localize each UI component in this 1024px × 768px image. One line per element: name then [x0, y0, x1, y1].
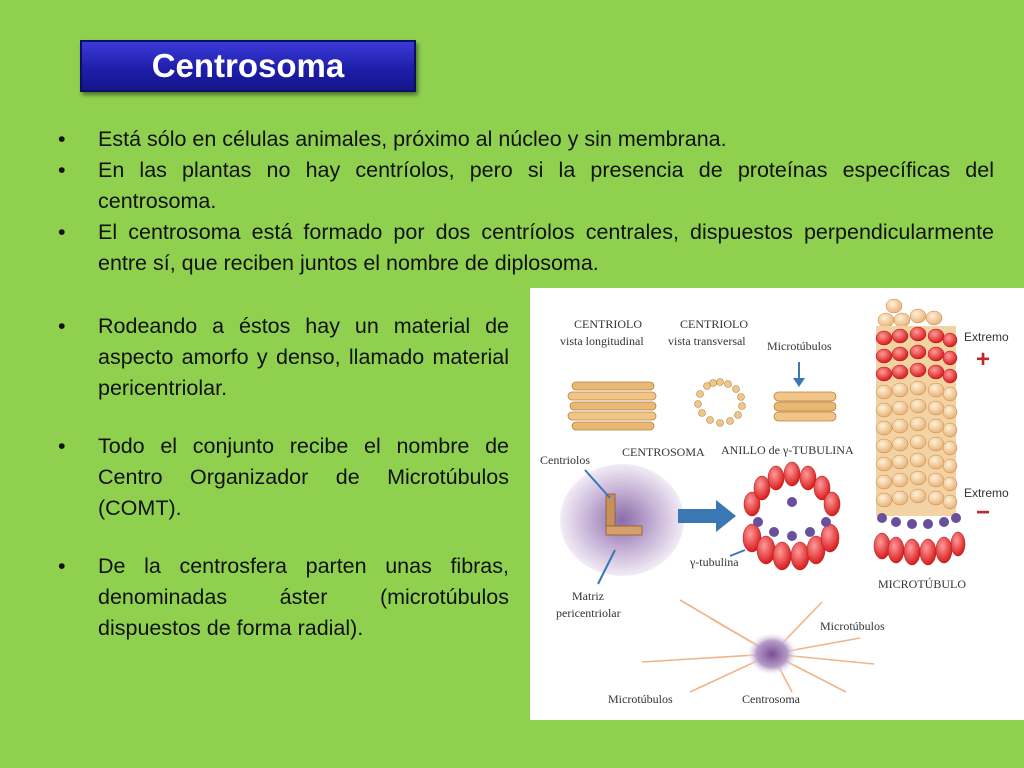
top-bullet-list: [58, 124, 994, 279]
microtubule-bundle: [774, 362, 836, 421]
label-microtubulo: MICROTÚBULO: [878, 577, 967, 591]
label-microtubulos-right: Microtúbulos: [820, 619, 885, 633]
label-pericentriolar: pericentriolar: [556, 606, 621, 620]
gamma-tubulin-ring: [730, 462, 840, 570]
arrow-right-icon: [678, 500, 736, 532]
centriole-transversal: [695, 379, 746, 427]
plus-sign: +: [976, 346, 991, 373]
centrosome-diagram-svg: [530, 288, 1024, 720]
label-vista-longitudinal: vista longitudinal: [560, 334, 644, 348]
label-microtubulos-bottom: Microtúbulos: [608, 692, 673, 706]
label-centriolos: Centriolos: [540, 453, 590, 467]
label-matriz: Matriz: [572, 589, 604, 603]
label-anillo-gamma: ANILLO de γ-TUBULINA: [721, 443, 854, 457]
bullet-item: • El centrosoma está formado por dos centríolos centrales, dispuestos perpendicularmente entre sí, que reciben juntos el nombre de diplosoma.: [58, 217, 994, 279]
centriole-longitudinal: [568, 382, 656, 430]
label-microtubulos-top: Microtúbulos: [767, 339, 832, 353]
label-extremo-minus: Extremo: [964, 486, 1009, 500]
label-gamma-tubulina: γ-tubulina: [690, 555, 739, 569]
label-centriolo-long: CENTRIOLO: [574, 317, 642, 331]
bullet-item: • De la centrosfera parten unas fibras, denominadas áster (microtúbulos dispuestos de forma radial).: [58, 551, 509, 644]
slide-title: Centrosoma: [80, 40, 416, 92]
microtubule-column: [874, 299, 965, 565]
left-bullet-list: [58, 311, 509, 671]
label-vista-transversal: vista transversal: [668, 334, 746, 348]
centrosome-diagram: [530, 288, 1024, 720]
label-centriolo-trans: CENTRIOLO: [680, 317, 748, 331]
label-extremo-plus: Extremo: [964, 330, 1009, 344]
bullet-item: • Todo el conjunto recibe el nombre de Centro Organizador de Microtúbulos (COMT).: [58, 431, 509, 524]
centrosome-cloud: [560, 464, 684, 584]
bullet-item: • En las plantas no hay centríolos, pero si la presencia de proteínas específicas del centrosoma.: [58, 155, 994, 217]
bullet-item: • Está sólo en células animales, próximo al núcleo y sin membrana.: [58, 124, 994, 155]
bullet-item: • Rodeando a éstos hay un material de aspecto amorfo y denso, llamado material pericentriolar.: [58, 311, 509, 404]
minus-sign: −: [976, 499, 991, 526]
label-centrosoma-lower: Centrosoma: [742, 692, 800, 706]
aster: [642, 600, 874, 692]
label-centrosoma-upper: CENTROSOMA: [622, 445, 705, 459]
